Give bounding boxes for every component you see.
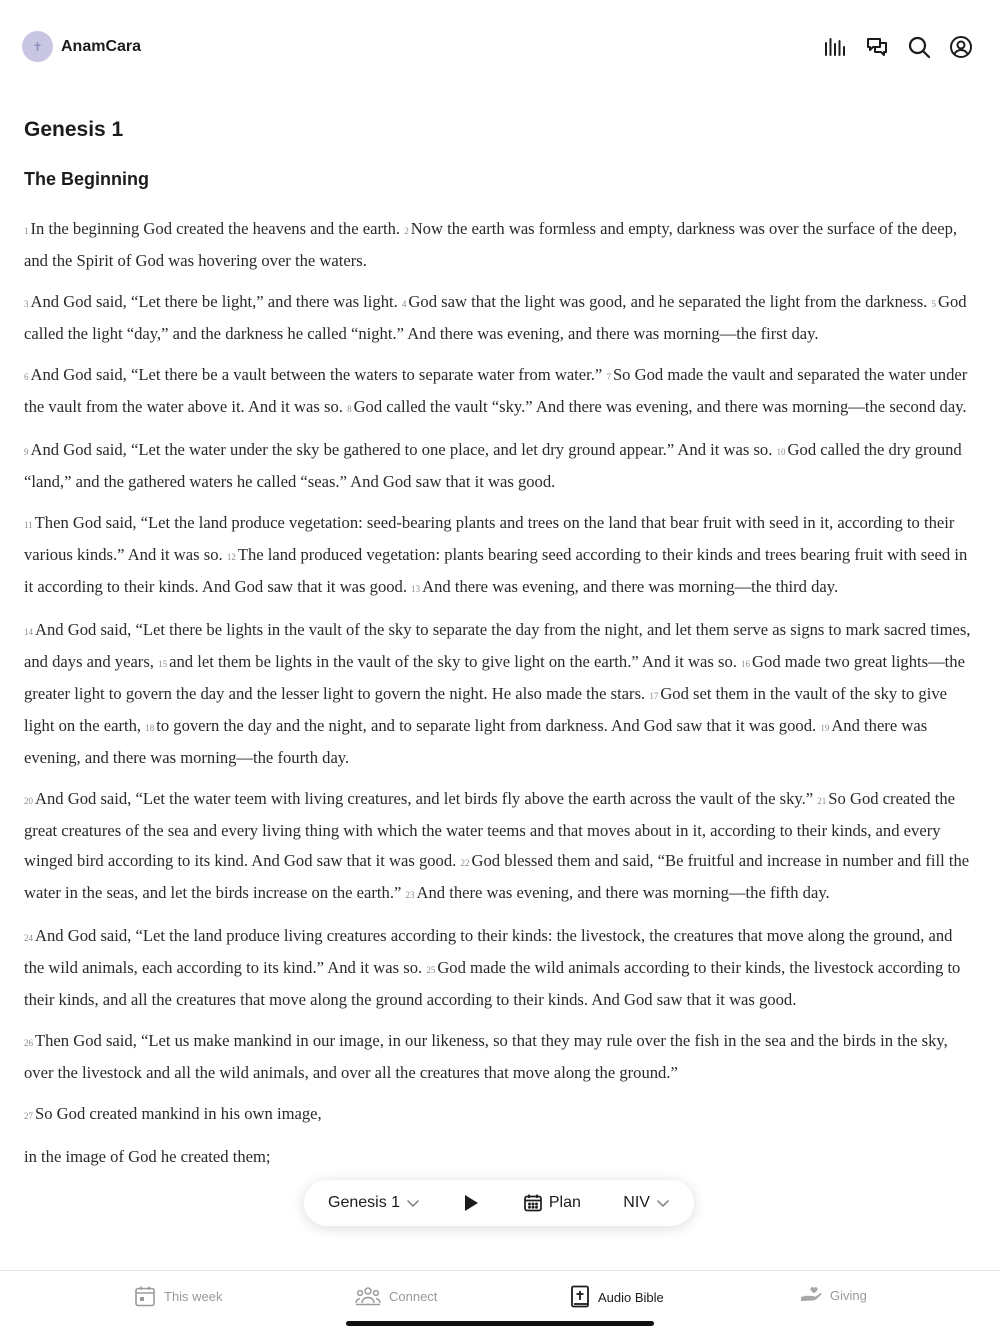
verse-number: 2	[404, 226, 409, 236]
verse-number: 3	[24, 299, 29, 309]
verse-number: 25	[426, 965, 436, 975]
chevron-down-icon	[656, 1196, 670, 1210]
verse-number: 11	[24, 520, 33, 530]
people-icon	[355, 1285, 381, 1307]
version-label: NIV	[623, 1194, 650, 1211]
verse-number: 18	[145, 723, 155, 733]
paragraph	[24, 287, 976, 349]
version-selector[interactable]	[623, 1194, 670, 1212]
app-logo: ✝	[22, 31, 53, 62]
verse-text[interactable]: God blessed them and said, “Be fruitful and increase in number and fill the water in the seas, and let the birds increase on the earth.”	[24, 851, 970, 902]
verse-text[interactable]: And God said, “Let there be a vault between the waters to separate water from water.”	[30, 365, 603, 384]
verse-text[interactable]: And there was evening, and there was morning—the fourth day.	[24, 716, 928, 767]
verse-text[interactable]: God set them in the vault of the sky to give light on the earth,	[24, 684, 947, 735]
chevron-down-icon	[406, 1196, 420, 1210]
verse-text[interactable]: And God said, “Let there be lights in the vault of the sky to separate the day from the night, and let them serve as signs to mark sacred times, and days and years,	[24, 620, 971, 671]
poetry-line	[24, 1142, 976, 1172]
giving-hand-icon	[800, 1285, 822, 1305]
chapter-selector[interactable]	[328, 1194, 420, 1212]
chapter-selector-label: Genesis 1	[328, 1194, 401, 1211]
tab-label: This week	[164, 1288, 223, 1304]
verse-text[interactable]: Then God said, “Let us make mankind in our image, in our likeness, so that they may rule over the fish in the sea and the birds in the sky, over the livestock and all the wild animals, and over all the creatures that move along the ground.”	[24, 1031, 948, 1082]
verse-number: 8	[347, 404, 352, 414]
tab-label: Connect	[389, 1288, 438, 1304]
verse-number: 27	[24, 1111, 33, 1121]
tab-this-week[interactable]	[134, 1285, 223, 1307]
verse-number: 19	[820, 723, 830, 733]
app-header	[0, 0, 1000, 96]
audio-player-bar	[304, 1180, 694, 1226]
verse-text[interactable]: God made two great lights—the greater light to govern the day and the lesser light to govern the night. He also made the stars.	[24, 652, 965, 703]
verse-number: 13	[411, 584, 421, 594]
paragraph	[24, 214, 976, 276]
verse-number: 23	[405, 890, 415, 900]
verse-number: 21	[817, 796, 827, 806]
verse-number: 24	[24, 933, 33, 943]
calendar-icon	[134, 1285, 156, 1307]
plan-label: Plan	[548, 1194, 581, 1211]
verse-number: 17	[649, 691, 659, 701]
paragraph	[24, 435, 976, 497]
verse-text[interactable]: and let them be lights in the vault of the sky to give light on the earth.” And it was so.	[169, 652, 737, 671]
paragraph	[24, 360, 976, 424]
verse-text[interactable]: And there was evening, and there was morning—the fifth day.	[416, 883, 830, 902]
equalizer-icon[interactable]	[822, 34, 848, 60]
play-icon	[462, 1194, 480, 1212]
search-icon[interactable]	[906, 34, 932, 60]
chat-icon[interactable]	[864, 34, 890, 60]
poetry-line	[24, 1099, 976, 1131]
verse-text[interactable]: In the beginning God created the heavens and the earth.	[30, 219, 401, 238]
header-actions	[822, 34, 974, 60]
play-button[interactable]	[462, 1194, 480, 1212]
section-heading: The Beginning	[24, 169, 149, 189]
verse-text[interactable]: And God said, “Let the water under the sky be gathered to one place, and let dry ground appear.” And it was so.	[30, 440, 773, 459]
tab-connect[interactable]	[355, 1285, 437, 1307]
calendar-icon	[523, 1193, 543, 1213]
app-name: AnamCara	[61, 37, 142, 55]
verse-text[interactable]: The land produced vegetation: plants bearing seed according to their kinds and trees bearing fruit with seed in it according to their kinds. And God saw that it was good.	[24, 545, 968, 596]
verse-number: 9	[24, 447, 29, 457]
verse-text[interactable]: God saw that the light was good, and he separated the light from the darkness.	[408, 292, 928, 311]
verse-text[interactable]: in the image of God he created them;	[24, 1147, 271, 1166]
verse-number: 15	[158, 659, 168, 669]
account-icon[interactable]	[948, 34, 974, 60]
verse-number: 6	[24, 372, 29, 382]
verse-number: 26	[24, 1038, 33, 1048]
verse-number: 12	[226, 552, 236, 562]
verse-text[interactable]: Now the earth was formless and empty, darkness was over the surface of the deep, and the Spirit of God was hovering over the waters.	[24, 219, 958, 270]
plan-button[interactable]	[523, 1193, 581, 1213]
passage	[24, 214, 976, 1172]
verse-number: 20	[24, 796, 33, 806]
home-indicator	[346, 1321, 654, 1326]
verse-text[interactable]: And there was evening, and there was morning—the third day.	[422, 577, 839, 596]
tab-giving[interactable]	[800, 1285, 867, 1305]
verse-number: 10	[776, 447, 786, 457]
tab-label: Giving	[830, 1287, 867, 1303]
bible-icon	[570, 1285, 590, 1309]
verse-text[interactable]: God called the light “day,” and the darkness he called “night.” And there was evening, and there was morning—the first day.	[24, 292, 967, 343]
chapter-title: Genesis 1	[24, 118, 124, 141]
verse-number: 22	[460, 858, 470, 868]
verse-text[interactable]: to govern the day and the night, and to separate light from darkness. And God saw that it was good.	[156, 716, 817, 735]
verse-text[interactable]: Then God said, “Let the land produce vegetation: seed-bearing plants and trees on the land that bear fruit with seed in it, according to their various kinds.” And it was so.	[24, 513, 955, 564]
verse-number: 1	[24, 226, 29, 236]
verse-number: 4	[401, 299, 407, 309]
paragraph	[24, 784, 976, 910]
tab-audio-bible[interactable]	[570, 1285, 664, 1309]
paragraph	[24, 615, 976, 773]
verse-text[interactable]: And God said, “Let the water teem with living creatures, and let birds fly above the earth across the vault of the sky.”	[35, 789, 814, 808]
verse-text[interactable]: So God created mankind in his own image,	[35, 1104, 322, 1123]
verse-text[interactable]: And God said, “Let the land produce living creatures according to their kinds: the livestock, the creatures that move along the ground, and the wild animals, each according to its kind.” And it was so.	[24, 926, 953, 977]
verse-text[interactable]: God made the wild animals according to their kinds, the livestock according to their kinds, and all the creatures that move along the ground according to their kinds. And God saw that it was good.	[24, 958, 961, 1009]
paragraph	[24, 508, 976, 604]
verse-number: 16	[741, 659, 751, 669]
paragraph	[24, 1026, 976, 1088]
paragraph	[24, 921, 976, 1015]
verse-text[interactable]: God called the dry ground “land,” and the gathered waters he called “seas.” And God saw that it was good.	[24, 440, 962, 491]
verse-text[interactable]: So God made the vault and separated the water under the vault from the water above it. And it was so.	[24, 365, 968, 416]
verse-text[interactable]: And God said, “Let there be light,” and there was light.	[30, 292, 398, 311]
verse-text[interactable]: God called the vault “sky.” And there was evening, and there was morning—the second day.	[353, 397, 967, 416]
tab-label: Audio Bible	[598, 1289, 664, 1305]
reader-content	[24, 112, 976, 1183]
verse-number: 14	[24, 627, 33, 637]
verse-text[interactable]: So God created the great creatures of the sea and every living thing with which the water teems and that moves about in it, according to their kinds, and every winged bird according to its kind. And God saw that it was good.	[24, 789, 955, 870]
verse-number: 5	[931, 299, 936, 309]
brand[interactable]	[22, 31, 141, 62]
verse-number: 7	[606, 372, 611, 382]
